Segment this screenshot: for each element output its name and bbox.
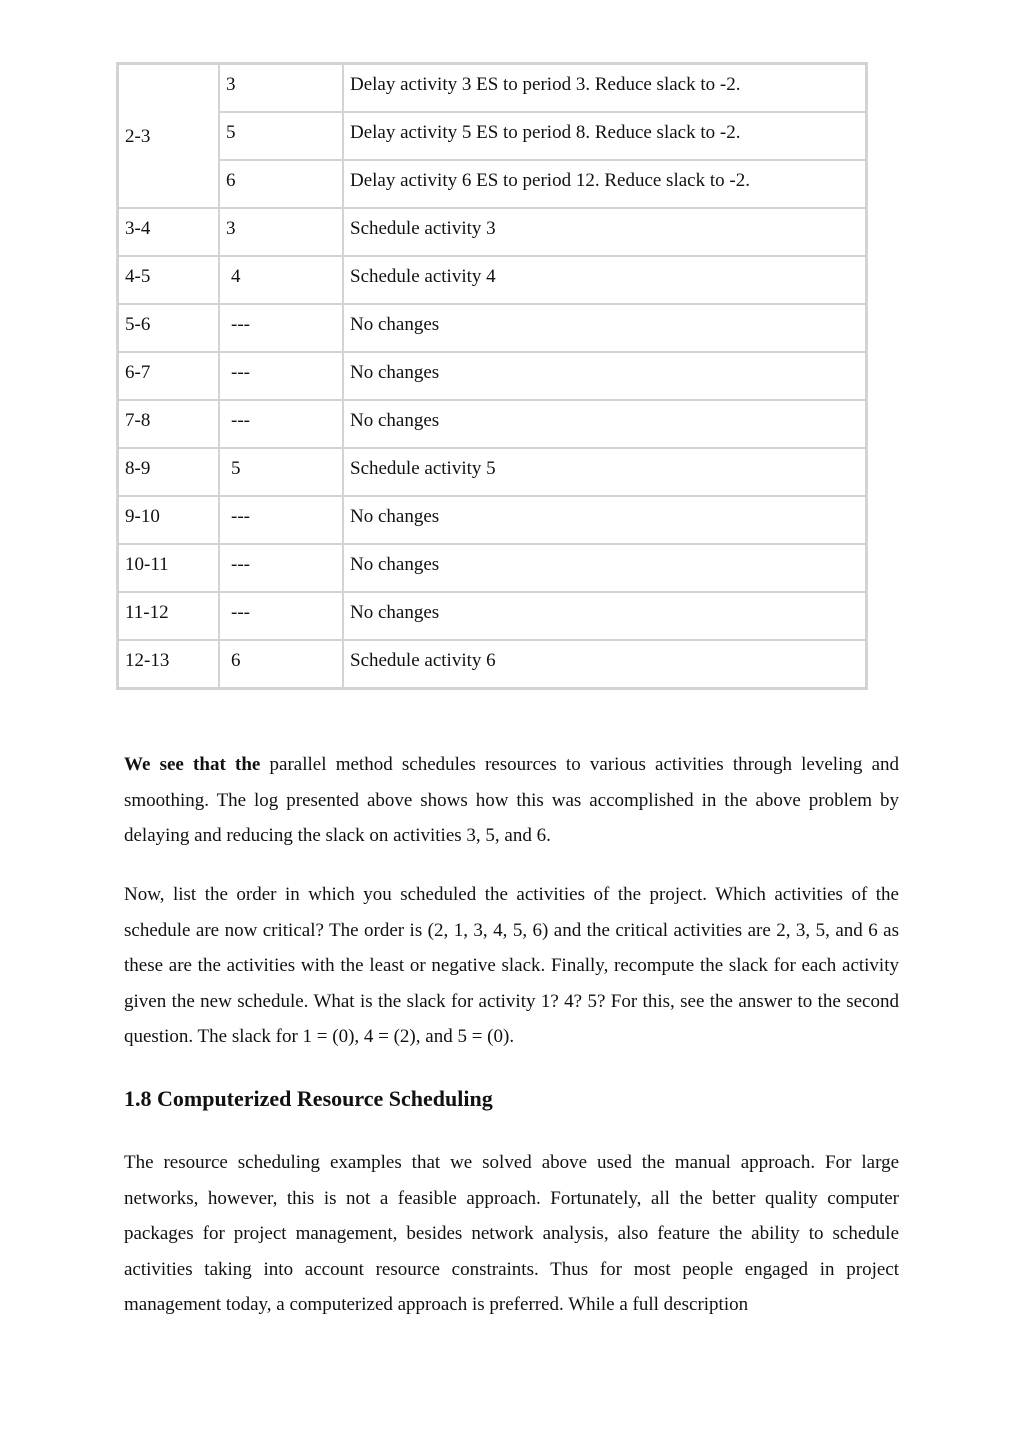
paragraph-lead-bold: We see that the	[124, 754, 261, 775]
table-row	[118, 496, 866, 544]
action-cell	[343, 496, 866, 544]
action-cell	[343, 304, 866, 352]
table-row	[118, 208, 866, 256]
action-cell	[343, 64, 866, 112]
table-row	[118, 304, 866, 352]
activity-text: 3	[226, 218, 236, 239]
paragraph-schedule-order: Now, list the order in which you scheduled the activities of the project. Which activities of the schedule are now critical? The order is (2, 1, 3, 4, 5, 6) and the critical activities are 2, 3, 5, and 6 as these are the activities with the least or negative slack. Finally, recompute the slack for each activity given the new schedule. What is the slack for activity 1? 4? 5? For this, see the answer to the second question. The slack for 1 = (0), 4 = (2), and 5 = (0).	[124, 884, 899, 1047]
action-text: No changes	[350, 314, 440, 335]
period-cell	[118, 496, 219, 544]
action-cell	[343, 544, 866, 592]
activity-cell	[219, 112, 343, 160]
action-text: Delay activity 3 ES to period 3. Reduce slack to -2.	[350, 74, 741, 95]
period-cell	[118, 64, 219, 208]
action-text: No changes	[350, 362, 440, 383]
period-text: 7-8	[125, 410, 151, 431]
period-cell	[118, 640, 219, 688]
activity-cell	[219, 304, 343, 352]
table-row	[118, 544, 866, 592]
action-text: No changes	[350, 602, 440, 623]
table-row	[118, 352, 866, 400]
action-text: Schedule activity 5	[350, 458, 496, 479]
period-cell	[118, 304, 219, 352]
action-cell	[343, 256, 866, 304]
activity-cell	[219, 640, 343, 688]
activity-text: 6	[231, 650, 241, 671]
period-text: 9-10	[125, 506, 160, 527]
activity-text: ---	[231, 506, 250, 527]
activity-cell	[219, 256, 343, 304]
period-text: 5-6	[125, 314, 151, 335]
activity-cell	[219, 400, 343, 448]
activity-text: 6	[226, 170, 236, 191]
action-text: Schedule activity 4	[350, 266, 496, 287]
action-cell	[343, 160, 866, 208]
activity-text: 5	[226, 122, 236, 143]
action-text: Schedule activity 3	[350, 218, 496, 239]
period-cell	[118, 256, 219, 304]
resource-schedule-log-table	[116, 62, 868, 690]
table-row	[118, 640, 866, 688]
activity-text: 3	[226, 74, 236, 95]
period-text: 6-7	[125, 362, 151, 383]
period-cell	[118, 400, 219, 448]
period-cell	[118, 448, 219, 496]
activity-text: ---	[231, 602, 250, 623]
activity-text: ---	[231, 554, 250, 575]
table-row	[118, 448, 866, 496]
period-cell	[118, 592, 219, 640]
period-cell	[118, 352, 219, 400]
period-text: 8-9	[125, 458, 151, 479]
activity-cell	[219, 496, 343, 544]
paragraph-computerized-approach: The resource scheduling examples that we solved above used the manual approach. For large networks, however, this is not a feasible approach. Fortunately, all the better quality computer packages for project management, besides network analysis, also feature the ability to schedule activities taking into account resource constraints. Thus for most people engaged in project management today, a computerized approach is preferred. While a full description	[124, 1152, 899, 1315]
action-text: No changes	[350, 554, 440, 575]
paragraph-parallel-method	[124, 747, 899, 854]
period-text: 4-5	[125, 266, 151, 287]
action-cell	[343, 400, 866, 448]
activity-text: ---	[231, 410, 250, 431]
action-cell	[343, 592, 866, 640]
activity-cell	[219, 352, 343, 400]
period-cell	[118, 544, 219, 592]
table-row	[118, 256, 866, 304]
table-row	[118, 592, 866, 640]
period-text: 3-4	[125, 218, 151, 239]
activity-text: ---	[231, 314, 250, 335]
activity-cell	[219, 448, 343, 496]
action-cell	[343, 208, 866, 256]
activity-cell	[219, 64, 343, 112]
table-row	[118, 160, 866, 208]
action-text: Delay activity 5 ES to period 8. Reduce slack to -2.	[350, 122, 741, 143]
action-cell	[343, 112, 866, 160]
action-text: Schedule activity 6	[350, 650, 496, 671]
period-cell	[118, 208, 219, 256]
activity-cell	[219, 208, 343, 256]
period-text: 11-12	[125, 602, 169, 623]
section-heading: 1.8 Computerized Resource Scheduling	[124, 1086, 493, 1111]
table-row	[118, 400, 866, 448]
activity-text: 4	[231, 266, 241, 287]
action-text: Delay activity 6 ES to period 12. Reduce slack to -2.	[350, 170, 750, 191]
period-text: 10-11	[125, 554, 169, 575]
activity-cell	[219, 160, 343, 208]
action-text: No changes	[350, 506, 440, 527]
activity-text: 5	[231, 458, 241, 479]
table-row	[118, 64, 866, 112]
action-cell	[343, 448, 866, 496]
activity-cell	[219, 544, 343, 592]
activity-text: ---	[231, 362, 250, 383]
action-cell	[343, 352, 866, 400]
action-text: No changes	[350, 410, 440, 431]
activity-cell	[219, 592, 343, 640]
paragraph-body: parallel method schedules resources to various activities through leveling and smoothing. The log presented above shows how this was accomplished in the above problem by delaying and reducing the slack on activities 3, 5, and 6.	[124, 754, 899, 846]
action-cell	[343, 640, 866, 688]
period-text: 12-13	[125, 650, 170, 671]
period-text: 2-3	[125, 125, 151, 147]
table-row	[118, 112, 866, 160]
